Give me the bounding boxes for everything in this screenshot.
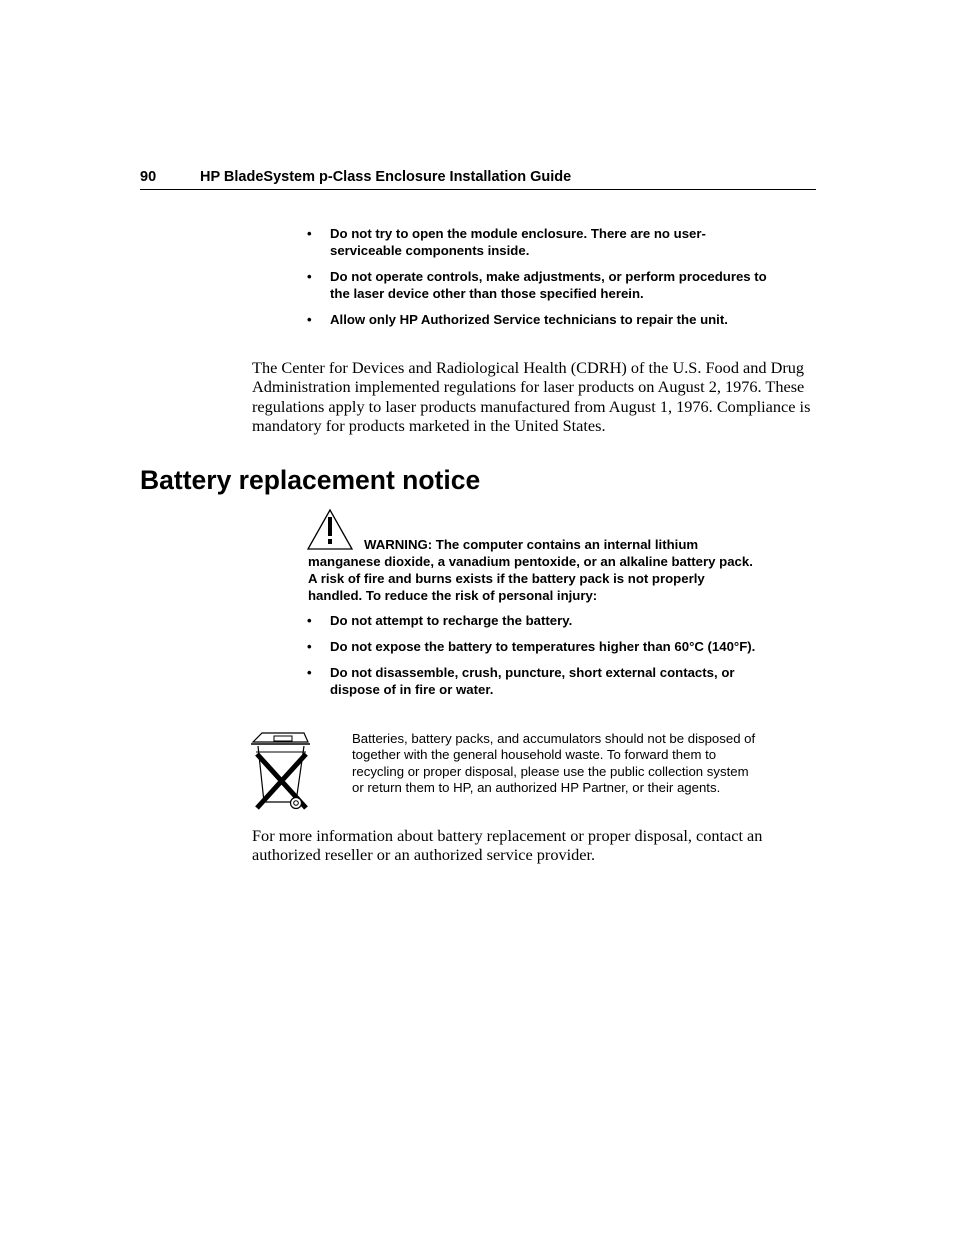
list-item <box>307 268 767 302</box>
battery-precautions-list <box>307 612 757 707</box>
list-item-text: Do not attempt to recharge the battery. <box>330 613 573 628</box>
list-item <box>307 225 767 259</box>
disposal-text: Batteries, battery packs, and accumulators should not be disposed of together with the general household waste. To forward them to recycling or proper disposal, please use the public collection system or return them to HP, an authorized HP Partner, or their agents. <box>352 731 756 795</box>
bullet-mark: • <box>307 613 312 628</box>
bullet-mark: • <box>307 312 312 327</box>
cdrh-paragraph: The Center for Devices and Radiological Health (CDRH) of the U.S. Food and Drug Administration implemented regulations for laser products on August 2, 1976. These regulations apply to laser products manufactured from August 1, 1976. Compliance is mandatory for products marketed in the United States. <box>252 358 811 436</box>
bullet-mark: • <box>307 226 312 241</box>
list-item-text: Do not disassemble, crush, puncture, short external contacts, or dispose of in fire or water. <box>330 665 735 697</box>
list-item-text: Do not try to open the module enclosure. There are no user-serviceable components inside. <box>330 226 706 258</box>
list-item <box>307 638 757 655</box>
bullet-mark: • <box>307 269 312 284</box>
page-header <box>140 168 816 190</box>
closing-paragraph: For more information about battery replacement or proper disposal, contact an authorized reseller or an authorized service provider. <box>252 826 763 865</box>
list-item <box>307 311 767 328</box>
running-title: HP BladeSystem p-Class Enclosure Installation Guide <box>200 169 572 185</box>
list-item <box>307 664 757 698</box>
laser-precautions-list <box>307 225 767 337</box>
warning-text: WARNING: The computer contains an internal lithium manganese dioxide, a vanadium pentoxide, or an alkaline battery pack. A risk of fire and burns exists if the battery pack is not properly handled. To reduce the risk of personal injury: <box>308 537 753 603</box>
bullet-mark: • <box>307 639 312 654</box>
list-item-text: Do not expose the battery to temperatures higher than 60°C (140°F). <box>330 639 756 654</box>
crossed-out-wheelie-bin-icon <box>250 728 312 812</box>
page-number: 90 <box>140 169 157 185</box>
list-item-text: Allow only HP Authorized Service technicians to repair the unit. <box>330 312 728 327</box>
list-item <box>307 612 757 629</box>
section-heading: Battery replacement notice <box>140 465 481 495</box>
bullet-mark: • <box>307 665 312 680</box>
list-item-text: Do not operate controls, make adjustments, or perform procedures to the laser device other than those specified herein. <box>330 269 767 301</box>
